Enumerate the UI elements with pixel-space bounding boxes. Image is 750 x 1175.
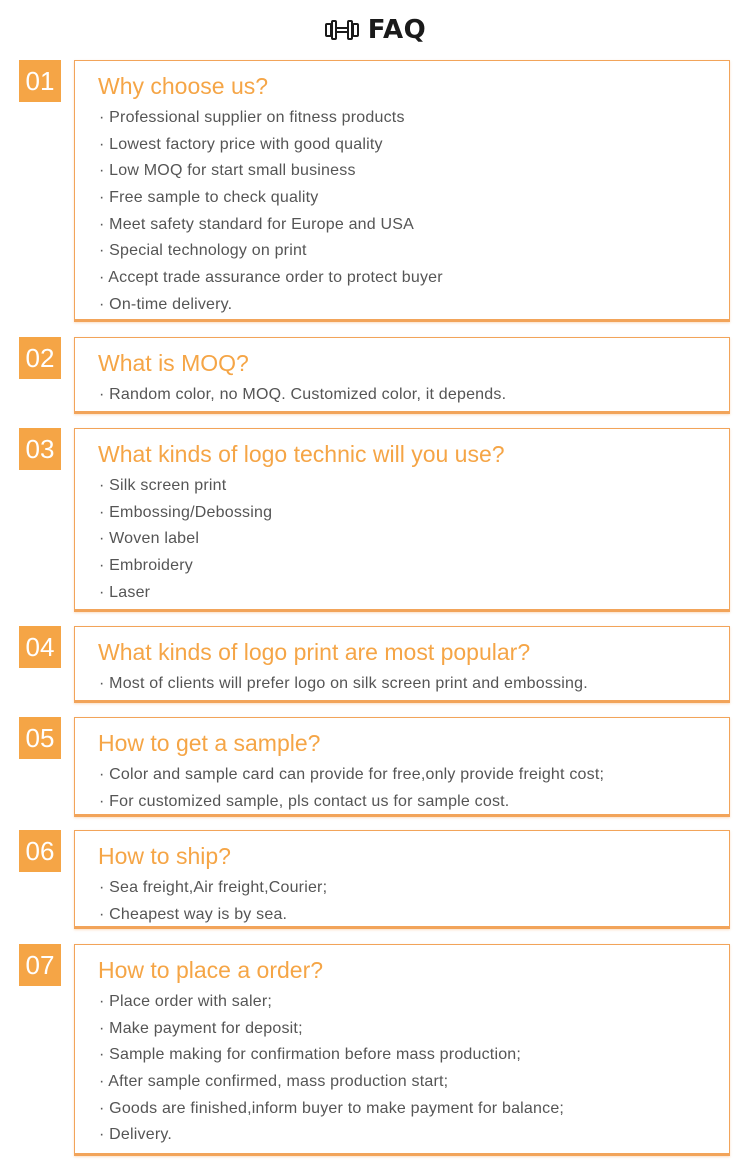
faq-answer-list: [99, 989, 564, 1149]
faq-number: 01: [19, 60, 61, 102]
faq-answer-list: [99, 671, 588, 698]
faq-answer: · Make payment for deposit;: [99, 1019, 303, 1037]
faq-answer: · Embossing/Debossing: [99, 503, 273, 521]
faq-answer-list: [99, 382, 506, 409]
faq-question: How to get a sample?: [98, 730, 321, 756]
faq-answer: · Most of clients will prefer logo on silk screen print and embossing.: [99, 675, 588, 692]
dumbbell-icon: [324, 18, 360, 42]
faq-answer: · Lowest factory price with good quality: [99, 135, 383, 153]
faq-number: 05: [19, 717, 61, 759]
faq-answer: · Delivery.: [99, 1126, 173, 1144]
faq-box: [74, 337, 730, 414]
faq-answer: · For customized sample, pls contact us for sample cost.: [99, 792, 510, 810]
faq-number: 04: [19, 626, 61, 668]
faq-answer: · Goods are finished,inform buyer to make payment for balance;: [99, 1099, 565, 1117]
faq-answer: · Special technology on print: [99, 242, 307, 260]
faq-answer: · Silk screen print: [99, 477, 227, 494]
faq-answer: · Random color, no MOQ. Customized color, it depends.: [99, 386, 507, 403]
faq-answer: · Color and sample card can provide for free,only provide freight cost;: [99, 766, 605, 783]
faq-number: 02: [19, 337, 61, 379]
faq-answer: · Sample making for confirmation before mass production;: [99, 1046, 522, 1064]
faq-number: 07: [19, 944, 61, 986]
faq-box: [74, 717, 730, 817]
faq-answer-list: [99, 762, 604, 815]
faq-question: What is MOQ?: [98, 350, 249, 376]
faq-number: 03: [19, 428, 61, 470]
faq-box: [74, 428, 730, 612]
faq-answer: · On-time delivery.: [99, 295, 233, 313]
faq-question: Why choose us?: [98, 73, 269, 99]
faq-answer-list: [99, 473, 272, 606]
faq-answer: · Laser: [99, 583, 151, 601]
faq-answer-list: [99, 105, 443, 319]
faq-answer: · Low MOQ for start small business: [99, 162, 356, 180]
faq-answer: · Professional supplier on fitness products: [99, 109, 405, 126]
faq-question: What kinds of logo print are most popular?: [98, 639, 531, 665]
faq-answer: · After sample confirmed, mass production start;: [99, 1073, 449, 1091]
faq-header: [0, 10, 750, 50]
faq-question: How to ship?: [98, 843, 231, 869]
faq-box: [74, 60, 730, 322]
faq-box: [74, 944, 730, 1156]
faq-answer: · Sea freight,Air freight,Courier;: [99, 879, 328, 896]
faq-answer: · Cheapest way is by sea.: [99, 905, 288, 923]
faq-answer-list: [99, 875, 327, 928]
faq-answer: · Place order with saler;: [99, 993, 273, 1010]
faq-box: [74, 626, 730, 703]
faq-question: How to place a order?: [98, 957, 324, 983]
faq-question: What kinds of logo technic will you use?: [98, 441, 505, 467]
faq-answer: · Meet safety standard for Europe and USA: [99, 215, 415, 233]
faq-answer: · Accept trade assurance order to protect buyer: [99, 269, 443, 287]
faq-number: 06: [19, 830, 61, 872]
page-title: FAQ: [367, 15, 427, 45]
faq-answer: · Woven label: [99, 530, 200, 548]
faq-answer: · Free sample to check quality: [99, 189, 319, 207]
faq-box: [74, 830, 730, 929]
faq-answer: · Embroidery: [99, 557, 193, 575]
